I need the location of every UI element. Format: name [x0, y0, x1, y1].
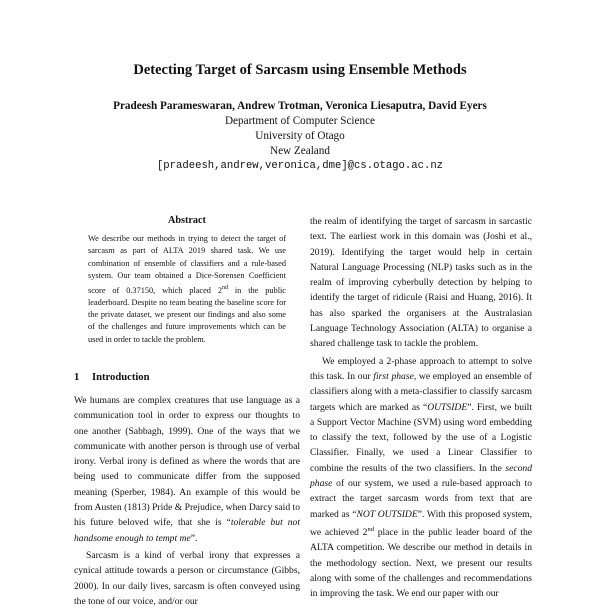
intro-paragraph-2: Sarcasm is a kind of verbal irony that expresses a cynical attitude towards a person or circumstance (Gibbs, 2000). In our daily lives, sarcasm is often conveyed using the tone of our voice, and/or our	[74, 549, 300, 607]
abstract-superscript: nd	[221, 285, 228, 292]
right-paragraph-1: the realm of identifying the target of sarcasm in sarcastic text. The earliest work in this domain was (Joshi et al., 2019). Identifying the target would help in certain Natural Language Processing (NLP) tasks such as in the realm of improving cyberbully detection by helping to identify the target of ridicule (Raisi and Huang, 2016). It has also sparked the organisers at the Australasian Language Technology Association (ALTA) to organise a shared challenge task to tackle the problem.	[310, 216, 532, 350]
country: New Zealand	[270, 145, 330, 157]
emphasis-text: second phase	[310, 462, 532, 490]
text-run: of our system, we used a rule-based approach to extract the target sarcasm words from text that are marked as “	[310, 478, 532, 520]
section-heading	[74, 372, 150, 383]
abstract-text-part: in the public leaderboard. Despite no team beating the baseline score for the private dataset, we present our findings and also some of the challenges and future improvements which can be used in order to tackle the problem.	[88, 285, 286, 344]
text-run: ”. With this proposed system, we achieved 2	[310, 508, 532, 539]
text-run: We employed a 2-phase approach to attempt to solve this task. In our	[310, 355, 532, 382]
text-run: place in the public leader board of the ALTA competition. We describe our method in details in the methodology section. Next, we present our results along with some of the challenges and recommendations in improving the task. We end our paper with our	[310, 527, 532, 600]
section-title: Introduction	[92, 372, 150, 383]
emphasis-text: NOT OUTSIDE	[356, 508, 418, 520]
text-run: We humans are complex creatures that use language as a communication tool in order to express our thoughts to one another (Sabbagh, 1999). One of the ways that we communicate with another person is through use of verbal irony. Verbal irony is defined as where the words that are being used to communicate differ from the supposed meaning (Sperber, 1984). An example of this would be from Austen (1813) Pride & Prejudice, when Darcy said to his future beloved wife, that she is “	[74, 395, 300, 529]
abstract	[88, 215, 286, 346]
left-column	[74, 393, 300, 609]
intro-paragraph-1	[74, 393, 300, 546]
right-paragraph-2	[310, 354, 532, 602]
university: University of Otago	[255, 130, 345, 142]
text-run: , we employed an ensemble of classifiers along with a meta-classifier to classify sarcasm targets which are marked as “	[310, 370, 532, 413]
emphasis-text: first phase	[373, 370, 414, 382]
author-block	[0, 99, 600, 174]
text-run: ”. First, we built a Support Vector Machine (SVM) using word embedding to classify the text, followed by the use of a Logistic Classifier. Finally, we used a Linear Classifier to combine the results of the two classifiers. In the	[310, 401, 532, 474]
author-emails: [pradeesh,andrew,veronica,dme]@cs.otago.ac.nz	[156, 160, 444, 172]
paper-title: Detecting Target of Sarcasm using Ensemble Methods	[133, 62, 467, 78]
abstract-text	[88, 233, 286, 346]
quote-text: tolerable but not handsome enough to tempt me	[74, 517, 301, 544]
department: Department of Computer Science	[224, 115, 376, 127]
text-run: ”.	[190, 532, 198, 544]
abstract-heading: Abstract	[168, 215, 206, 226]
author-names: Pradeesh Parameswaran, Andrew Trotman, Veronica Liesaputra, David Eyers	[113, 100, 487, 112]
right-column	[310, 214, 532, 602]
emphasis-text: OUTSIDE	[427, 401, 468, 413]
superscript: nd	[367, 525, 374, 533]
section-number: 1	[74, 372, 80, 383]
abstract-text-part: We describe our methods in trying to detect the target of sarcasm as part of ALTA 2019 shared task. We use combination of ensemble of classifiers and a rule-based system. Our team obtained a Dice-Sorensen Coefficient score of 0.37150, which placed 2	[88, 234, 286, 295]
